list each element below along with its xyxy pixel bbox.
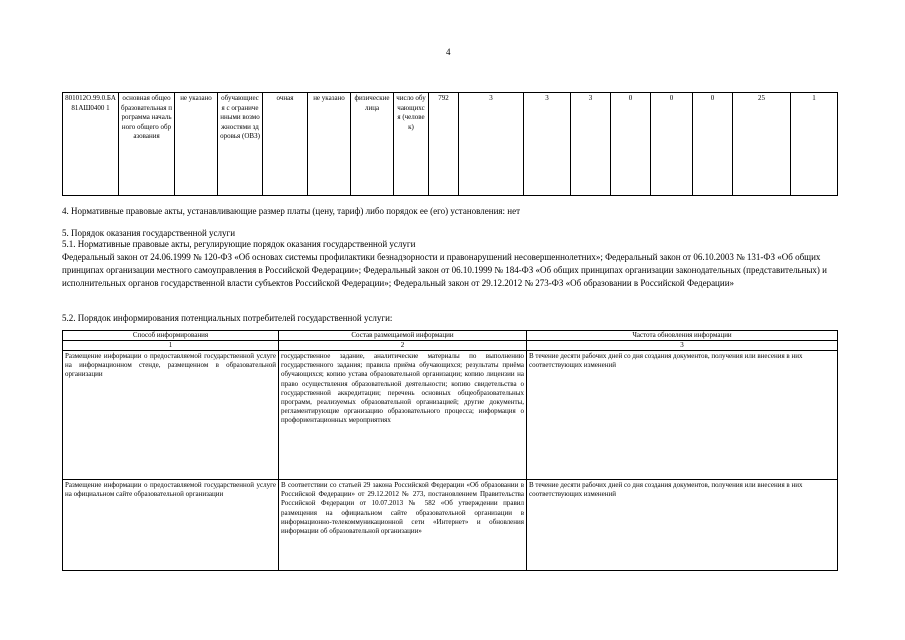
info-frequency: В течение десяти рабочих дней со дня создания документов, получения или внесения в них соответствующих изменений <box>527 351 838 480</box>
info-number-row <box>63 341 838 351</box>
indicator-cell: не указано <box>308 93 351 196</box>
indicator-cell: 3 <box>571 93 611 196</box>
indicator-table <box>62 92 838 196</box>
column-header: Способ информирования <box>63 331 279 341</box>
section-5-2-heading: 5.2. Порядок информирования потенциальных потребителей государственной услуги: <box>62 313 393 323</box>
legal-acts-text: Федеральный закон от 24.06.1999 № 120-ФЗ «Об основах системы профилактики безнадзорности и правонарушений несовершеннолетних»; Федеральный закон от 06.10.2003 № 131-ФЗ «Об общих принципах организации местного самоуправления в Российской Федерации»; Федеральный закон от 06.10.1999 № 184-ФЗ «Об общих принципах организации законодательных (представительных) и исполнительных органов государственной власти субъектов Российской Федерации»; Федеральный закон от 29.12.2012 № 273-ФЗ «Об образовании в Российской Федерации» <box>62 252 827 288</box>
indicator-cell: 801012О.99.0.БА81АШ0400 1 <box>63 93 119 196</box>
info-table <box>62 330 838 571</box>
indicator-cell: очная <box>263 93 308 196</box>
column-header: Частота обновления информации <box>527 331 838 341</box>
info-row <box>63 351 838 480</box>
indicator-cell: обучающиеся с ограниченными возможностями здоровья (ОВЗ) <box>218 93 263 196</box>
indicator-cell: 1 <box>791 93 838 196</box>
page-number: 4 <box>446 47 451 57</box>
column-number: 2 <box>279 341 527 351</box>
info-method: Размещение информации о предоставляемой государственной услуге на информационном стенде, размещенном в образовательной организации <box>63 351 279 480</box>
indicator-cell: 0 <box>693 93 733 196</box>
indicator-cell: физические лица <box>351 93 394 196</box>
indicator-cell: 0 <box>651 93 693 196</box>
info-method: Размещение информации о предоставляемой государственной услуге на официальном сайте образовательной организации <box>63 480 279 571</box>
info-frequency: В течение десяти рабочих дней со дня создания документов, получения или внесения в них соответствующих изменений <box>527 480 838 571</box>
indicator-cell: 792 <box>429 93 459 196</box>
section-4-text: 4. Нормативные правовые акты, устанавливающие размер платы (цену, тариф) либо порядок ее (его) установления: нет <box>62 206 521 216</box>
section-5-heading: 5. Порядок оказания государственной услуги <box>62 228 236 238</box>
indicator-cell: 0 <box>611 93 651 196</box>
info-content: В соответствии со статьей 29 закона Российской Федерации «Об образовании в Российской Федерации» от 29.12.2012 № 273, постановлением Правительства Российской Федерации от 10.07.2013 № 582 «Об утверждении правил размещения на официальном сайте образовательной организации в информационно-телекоммуникационной сети «Интернет» и обновления информации об образовательной организации» <box>279 480 527 571</box>
indicator-row <box>63 93 838 196</box>
indicator-cell: 25 <box>733 93 791 196</box>
section-5-1-heading: 5.1. Нормативные правовые акты, регулирующие порядок оказания государственной услуги <box>62 239 416 249</box>
info-header-row <box>63 331 838 341</box>
indicator-cell: число обучающихся (человек) <box>394 93 429 196</box>
indicator-cell: 3 <box>459 93 524 196</box>
info-row <box>63 480 838 571</box>
column-number: 3 <box>527 341 838 351</box>
info-content: государственное задание, аналитические материалы по выполнению государственного задания; правила приёма обучающихся; результаты приёма обучающихся; копию устава образовательной организации; копию лицензии на право осуществления образовательной деятельности; копию свидетельства о государственной аккредитации; перечень основных общеобразовательных программ, реализуемых образовательной организацией; другие документы, регламентирующие организацию образовательного процесса; информация о профориентационных мероприятиях <box>279 351 527 480</box>
indicator-cell: основная общеобразовательная программа начального общего образования <box>119 93 175 196</box>
column-header: Состав размещаемой информации <box>279 331 527 341</box>
column-number: 1 <box>63 341 279 351</box>
indicator-cell: не указано <box>175 93 218 196</box>
indicator-cell: 3 <box>524 93 571 196</box>
